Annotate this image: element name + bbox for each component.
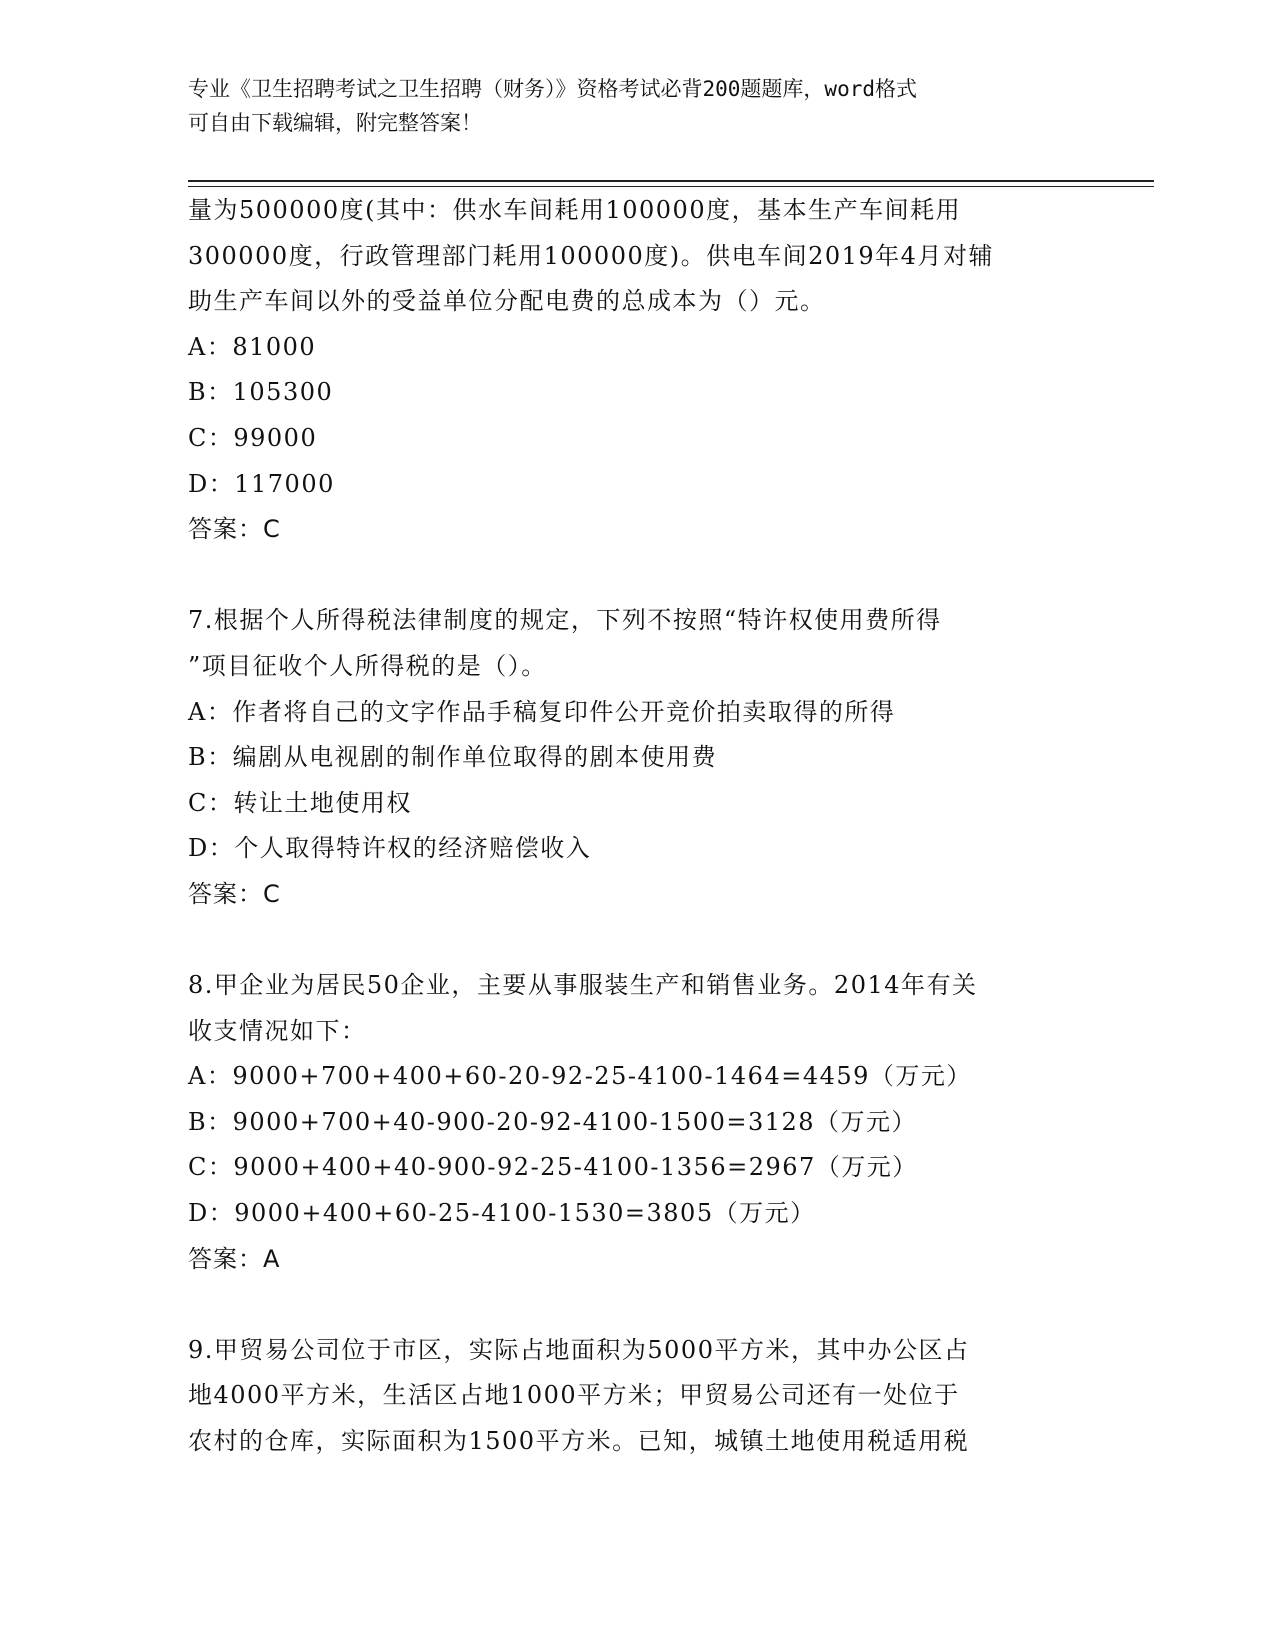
spacer (188, 918, 1088, 964)
answer: 答案：C (188, 515, 281, 544)
question-text-line: 农村的仓库，实际面积为1500平方米。已知，城镇土地使用税适用税 (188, 1427, 970, 1456)
document-header (188, 72, 1088, 140)
question-text-line: 收支情况如下： (188, 1016, 367, 1045)
option-d: D：个人取得特许权的经济赔偿收入 (188, 834, 592, 863)
question-text-line: 8.甲企业为居民50企业，主要从事服装生产和销售业务。2014年有关 (188, 971, 978, 1000)
header-line-1: 专业《卫生招聘考试之卫生招聘（财务）》资格考试必背200题题库，word格式 (188, 77, 917, 101)
header-line-2: 可自由下载编辑，附完整答案！ (188, 111, 482, 135)
question-list (188, 188, 1088, 1465)
option-a: A：作者将自己的文字作品手稿复印件公开竞价拍卖取得的所得 (188, 697, 896, 726)
question-text-line: 地4000平方米，生活区占地1000平方米；甲贸易公司还有一处位于 (188, 1381, 960, 1410)
option-d: D：9000+400+60-25-4100-1530=3805（万元） (188, 1199, 816, 1228)
question-text-line: 300000度，行政管理部门耗用100000度)。供电车间2019年4月对辅 (188, 241, 994, 270)
question-text-line: 量为500000度(其中：供水车间耗用100000度，基本生产车间耗用 (188, 196, 962, 224)
spacer (188, 1282, 1088, 1328)
option-a: A：9000+700+400+60-20-92-25-4100-1464=4459（万元） (188, 1062, 972, 1091)
option-d: D：117000 (188, 469, 335, 498)
question-6-continued (188, 188, 1088, 553)
question-9 (188, 1328, 1088, 1465)
option-b: B：105300 (188, 378, 334, 407)
spacer (188, 553, 1088, 599)
option-c: C：转让土地使用权 (188, 788, 412, 817)
header-divider-thick (188, 180, 1154, 182)
answer: 答案：C (188, 879, 281, 908)
option-b: B：9000+700+40-900-20-92-4100-1500=3128（万元） (188, 1107, 918, 1136)
question-text-line: ”项目征收个人所得税的是（）。 (188, 651, 547, 680)
question-8 (188, 963, 1088, 1282)
question-7 (188, 598, 1088, 917)
answer: 答案：A (188, 1244, 281, 1273)
question-text-line: 9.甲贸易公司位于市区，实际占地面积为5000平方米，其中办公区占 (188, 1335, 970, 1364)
option-c: C：9000+400+40-900-92-25-4100-1356=2967（万元） (188, 1153, 918, 1182)
option-a: A：81000 (188, 332, 317, 361)
question-text-line: 助生产车间以外的受益单位分配电费的总成本为（）元。 (188, 287, 826, 316)
option-c: C：99000 (188, 423, 318, 452)
option-b: B：编剧从电视剧的制作单位取得的剧本使用费 (188, 743, 718, 772)
header-divider-thin (188, 186, 1154, 187)
question-text-line: 7.根据个人所得税法律制度的规定，下列不按照“特许权使用费所得 (188, 606, 942, 635)
